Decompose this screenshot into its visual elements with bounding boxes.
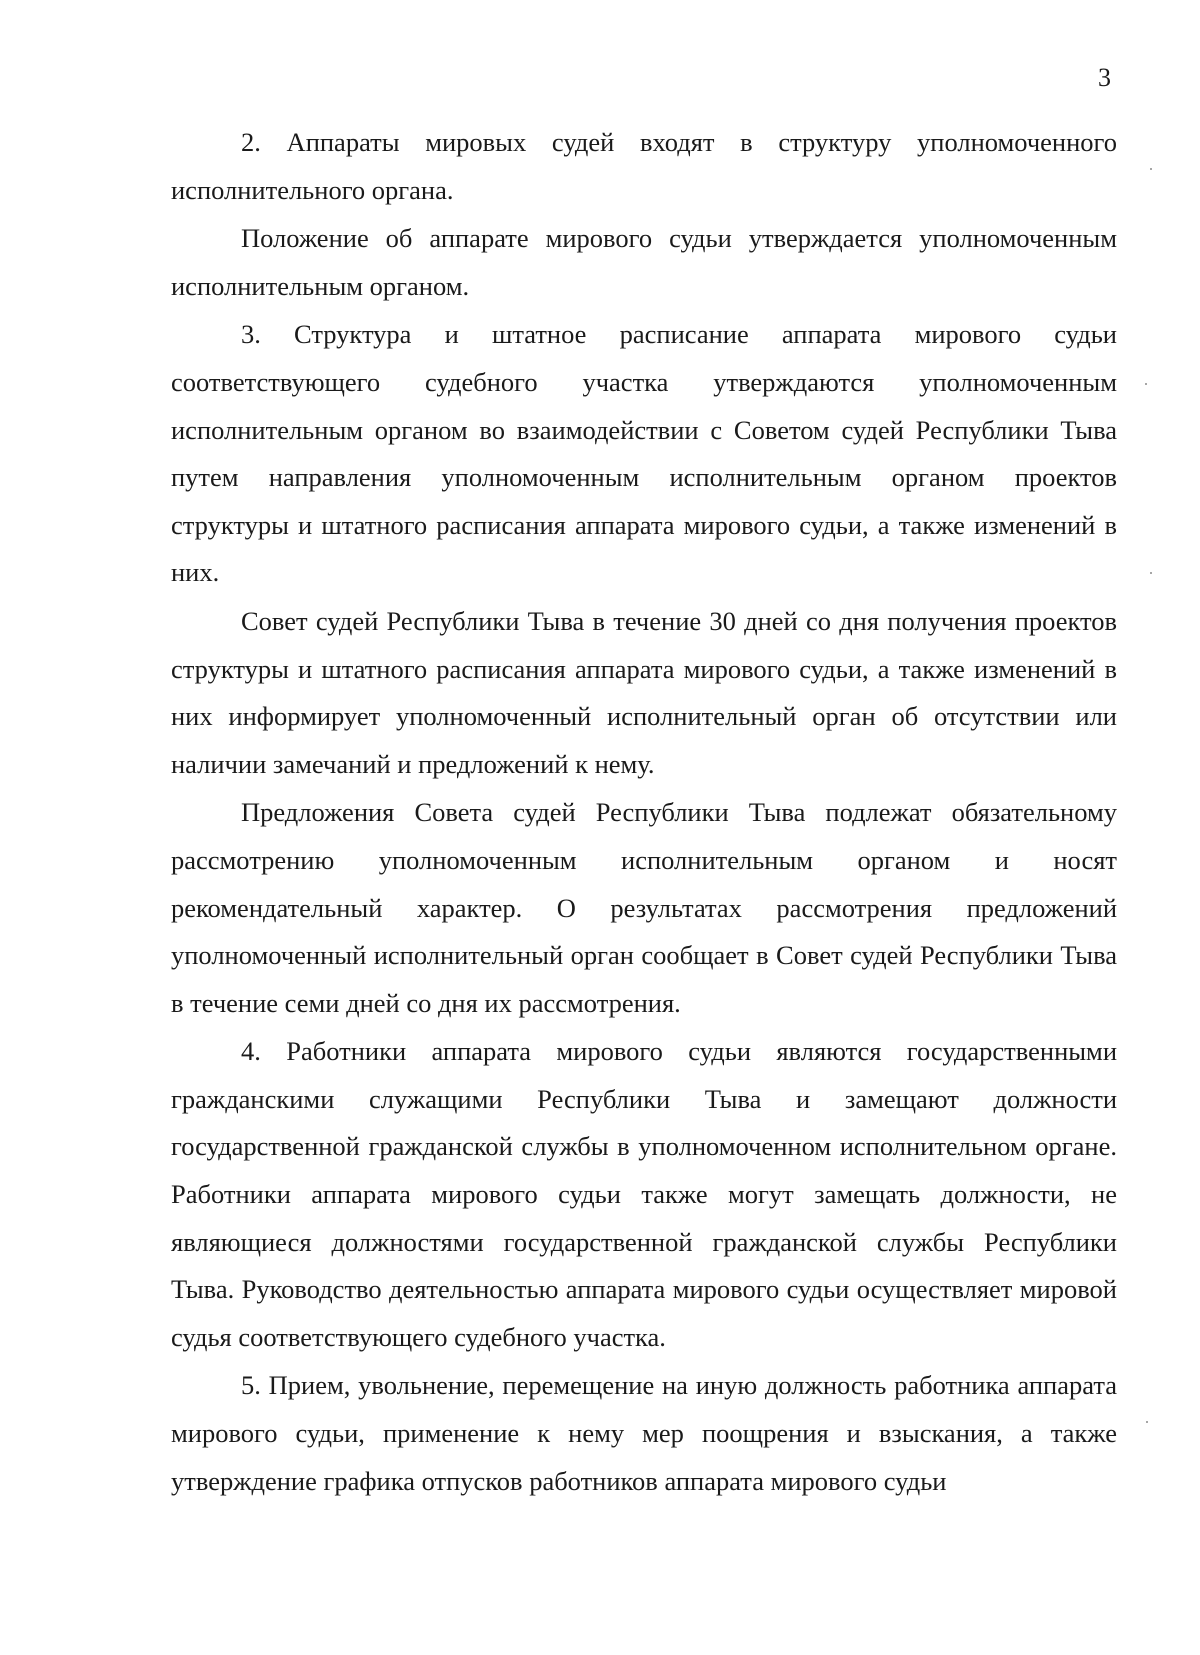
paragraph-5: Предложения Совета судей Республики Тыва подлежат обязательному рассмотрению уполномоченным исполнительным органом и носят рекомендательный характер. О результатах рассмотрения предложений уполномоченный исполнительный орган сообщает в Совет судей Республики Тыва в течение семи дней со дня их рассмотрения.	[171, 797, 1117, 1018]
paragraph-2: Положение об аппарате мирового судьи утверждается уполномоченным исполнительным органом.	[171, 223, 1117, 301]
scan-speck	[1146, 1421, 1148, 1423]
page-number: 3	[1098, 63, 1111, 92]
paragraph-4: Совет судей Республики Тыва в течение 30 дней со дня получения проектов структуры и штатного расписания аппарата мирового судьи, а также изменений в них информирует уполномоченный исполнительный орган об отсутствии или наличии замечаний и предложений к нему.	[171, 605, 1117, 779]
scan-speck	[1145, 383, 1147, 385]
paragraph-3: 3. Структура и штатное расписание аппарата мирового судьи соответствующего судебного участка утверждаются уполномоченным исполнительным органом во взаимодействии с Советом судей Республики Тыва путем направления уполномоченным исполнительным органом проектов структуры и штатного расписания аппарата мирового судьи, а также изменений в них.	[171, 319, 1117, 588]
paragraph-6: 4. Работники аппарата мирового судьи являются государственными гражданскими служащими Республики Тыва и замещают должности государственной гражданской службы в уполномоченном исполнительном органе. Работники аппарата мирового судьи также могут замещать должности, не являющиеся должностями государственной гражданской службы Республики Тыва. Руководство деятельностью аппарата мирового судьи осуществляет мировой судья соответствующего судебного участка.	[171, 1036, 1117, 1352]
scan-speck	[1150, 572, 1152, 574]
paragraph-7: 5. Прием, увольнение, перемещение на иную должность работника аппарата мирового судьи, применение к нему мер поощрения и взыскания, а также утверждение графика отпусков работников аппарата мирового судьи	[171, 1370, 1117, 1496]
scan-speck	[1150, 168, 1152, 170]
document-body	[171, 119, 1117, 1506]
paragraph-1: 2. Аппараты мировых судей входят в структуру уполномоченного исполнительного органа.	[171, 127, 1117, 205]
